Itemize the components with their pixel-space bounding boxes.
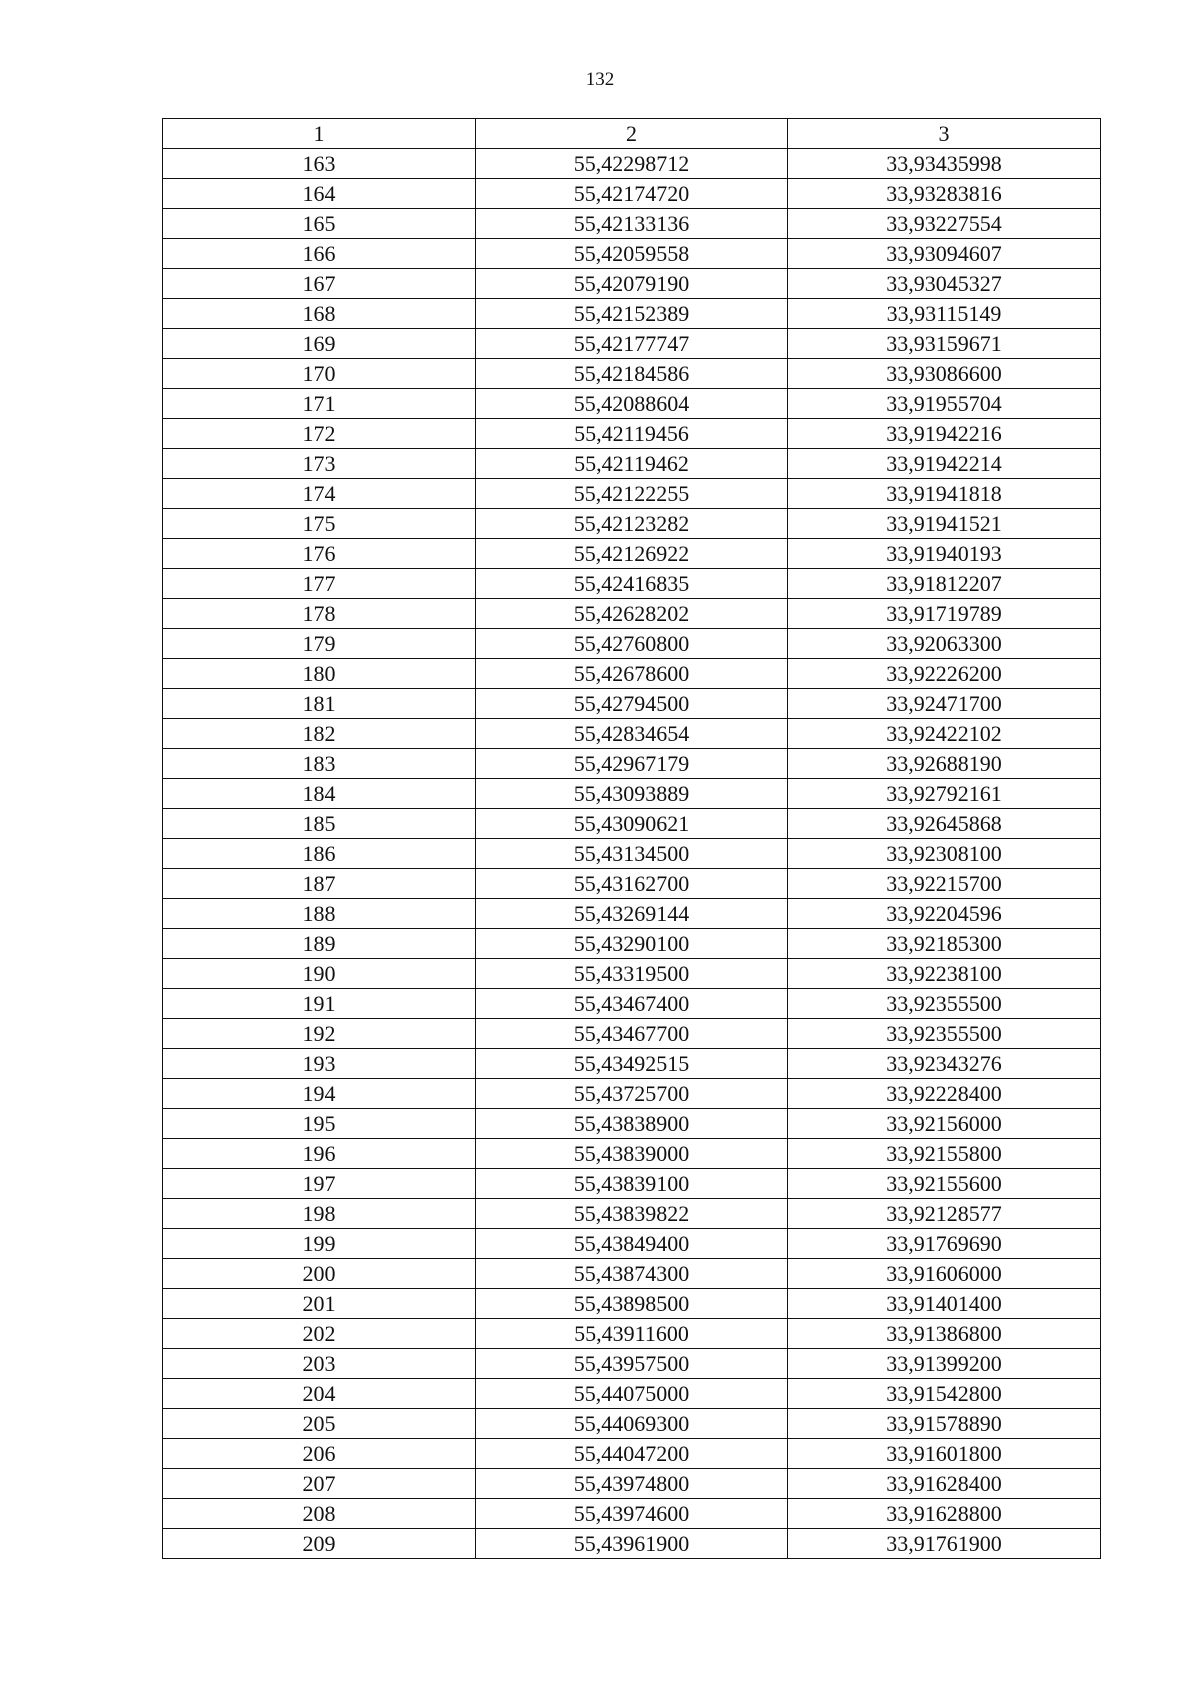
table-row xyxy=(163,899,1101,929)
coordinate-x-cell: 55,43839000 xyxy=(476,1139,788,1169)
header-row xyxy=(163,119,1101,149)
coordinate-y-cell: 33,92355500 xyxy=(788,1019,1101,1049)
coordinate-x-cell: 55,42119462 xyxy=(476,449,788,479)
coordinate-y-cell: 33,92226200 xyxy=(788,659,1101,689)
point-number-cell: 192 xyxy=(163,1019,476,1049)
coordinate-y-cell: 33,93115149 xyxy=(788,299,1101,329)
coordinate-y-cell: 33,91719789 xyxy=(788,599,1101,629)
coordinate-y-cell: 33,91769690 xyxy=(788,1229,1101,1259)
point-number-cell: 163 xyxy=(163,149,476,179)
table-row xyxy=(163,749,1101,779)
coordinate-y-cell: 33,91955704 xyxy=(788,389,1101,419)
table-row xyxy=(163,809,1101,839)
coordinate-x-cell: 55,43090621 xyxy=(476,809,788,839)
coordinate-y-cell: 33,91542800 xyxy=(788,1379,1101,1409)
point-number-cell: 194 xyxy=(163,1079,476,1109)
table-row xyxy=(163,1319,1101,1349)
point-number-cell: 206 xyxy=(163,1439,476,1469)
point-number-cell: 199 xyxy=(163,1229,476,1259)
coordinates-table xyxy=(162,118,1101,1559)
coordinate-x-cell: 55,42122255 xyxy=(476,479,788,509)
table-row xyxy=(163,1349,1101,1379)
coordinate-x-cell: 55,42834654 xyxy=(476,719,788,749)
table-row xyxy=(163,1469,1101,1499)
point-number-cell: 164 xyxy=(163,179,476,209)
point-number-cell: 188 xyxy=(163,899,476,929)
coordinate-y-cell: 33,92156000 xyxy=(788,1109,1101,1139)
point-number-cell: 202 xyxy=(163,1319,476,1349)
coordinate-y-cell: 33,91628800 xyxy=(788,1499,1101,1529)
point-number-cell: 187 xyxy=(163,869,476,899)
coordinate-y-cell: 33,93159671 xyxy=(788,329,1101,359)
point-number-cell: 205 xyxy=(163,1409,476,1439)
coordinate-y-cell: 33,91942214 xyxy=(788,449,1101,479)
coordinate-x-cell: 55,42123282 xyxy=(476,509,788,539)
point-number-cell: 204 xyxy=(163,1379,476,1409)
table-row xyxy=(163,689,1101,719)
coordinate-x-cell: 55,42152389 xyxy=(476,299,788,329)
coordinate-y-cell: 33,92185300 xyxy=(788,929,1101,959)
coordinate-x-cell: 55,43162700 xyxy=(476,869,788,899)
point-number-cell: 170 xyxy=(163,359,476,389)
point-number-cell: 193 xyxy=(163,1049,476,1079)
coordinate-x-cell: 55,43134500 xyxy=(476,839,788,869)
point-number-cell: 189 xyxy=(163,929,476,959)
coordinate-x-cell: 55,43898500 xyxy=(476,1289,788,1319)
coordinate-y-cell: 33,92228400 xyxy=(788,1079,1101,1109)
point-number-cell: 183 xyxy=(163,749,476,779)
table-row xyxy=(163,659,1101,689)
point-number-cell: 203 xyxy=(163,1349,476,1379)
coordinate-y-cell: 33,91628400 xyxy=(788,1469,1101,1499)
coordinate-x-cell: 55,42119456 xyxy=(476,419,788,449)
table-row xyxy=(163,989,1101,1019)
coordinate-x-cell: 55,43467700 xyxy=(476,1019,788,1049)
table-row xyxy=(163,839,1101,869)
point-number-cell: 196 xyxy=(163,1139,476,1169)
point-number-cell: 169 xyxy=(163,329,476,359)
coordinate-x-cell: 55,43911600 xyxy=(476,1319,788,1349)
point-number-cell: 181 xyxy=(163,689,476,719)
coordinate-x-cell: 55,42628202 xyxy=(476,599,788,629)
coordinate-x-cell: 55,43492515 xyxy=(476,1049,788,1079)
coordinate-y-cell: 33,92355500 xyxy=(788,989,1101,1019)
table-row xyxy=(163,1529,1101,1559)
point-number-cell: 186 xyxy=(163,839,476,869)
coordinate-y-cell: 33,91606000 xyxy=(788,1259,1101,1289)
table-row xyxy=(163,539,1101,569)
table-row xyxy=(163,1169,1101,1199)
coordinate-x-cell: 55,43839100 xyxy=(476,1169,788,1199)
table-row xyxy=(163,719,1101,749)
table-row xyxy=(163,209,1101,239)
coordinate-y-cell: 33,93045327 xyxy=(788,269,1101,299)
point-number-cell: 184 xyxy=(163,779,476,809)
coordinate-x-cell: 55,43319500 xyxy=(476,959,788,989)
coordinate-y-cell: 33,93435998 xyxy=(788,149,1101,179)
coordinate-x-cell: 55,43467400 xyxy=(476,989,788,1019)
coordinate-x-cell: 55,43290100 xyxy=(476,929,788,959)
point-number-cell: 207 xyxy=(163,1469,476,1499)
table-row xyxy=(163,1499,1101,1529)
coordinate-x-cell: 55,42133136 xyxy=(476,209,788,239)
table-row xyxy=(163,929,1101,959)
point-number-cell: 180 xyxy=(163,659,476,689)
table-row xyxy=(163,1049,1101,1079)
page-number: 132 xyxy=(585,69,615,90)
coordinate-x-cell: 55,42174720 xyxy=(476,179,788,209)
table-row xyxy=(163,479,1101,509)
coordinate-x-cell: 55,44075000 xyxy=(476,1379,788,1409)
coordinate-y-cell: 33,91399200 xyxy=(788,1349,1101,1379)
coordinate-x-cell: 55,44069300 xyxy=(476,1409,788,1439)
table-row xyxy=(163,179,1101,209)
coordinate-y-cell: 33,91940193 xyxy=(788,539,1101,569)
point-number-cell: 195 xyxy=(163,1109,476,1139)
coordinate-x-cell: 55,42184586 xyxy=(476,359,788,389)
table-row xyxy=(163,1019,1101,1049)
column-header-1: 1 xyxy=(163,119,476,149)
table-row xyxy=(163,779,1101,809)
coordinate-y-cell: 33,91601800 xyxy=(788,1439,1101,1469)
point-number-cell: 209 xyxy=(163,1529,476,1559)
coordinate-y-cell: 33,92063300 xyxy=(788,629,1101,659)
coordinate-x-cell: 55,43839822 xyxy=(476,1199,788,1229)
point-number-cell: 176 xyxy=(163,539,476,569)
table-row xyxy=(163,1439,1101,1469)
coordinate-y-cell: 33,93086600 xyxy=(788,359,1101,389)
column-header-2: 2 xyxy=(476,119,788,149)
point-number-cell: 177 xyxy=(163,569,476,599)
coordinate-x-cell: 55,43725700 xyxy=(476,1079,788,1109)
table-row xyxy=(163,149,1101,179)
coordinate-y-cell: 33,92308100 xyxy=(788,839,1101,869)
coordinate-x-cell: 55,43961900 xyxy=(476,1529,788,1559)
coordinate-x-cell: 55,42298712 xyxy=(476,149,788,179)
table-row xyxy=(163,359,1101,389)
coordinate-x-cell: 55,42126922 xyxy=(476,539,788,569)
table-row xyxy=(163,1229,1101,1259)
coordinate-x-cell: 55,43974600 xyxy=(476,1499,788,1529)
point-number-cell: 171 xyxy=(163,389,476,419)
table-row xyxy=(163,1079,1101,1109)
point-number-cell: 190 xyxy=(163,959,476,989)
table-row xyxy=(163,389,1101,419)
coordinate-y-cell: 33,91578890 xyxy=(788,1409,1101,1439)
coordinate-x-cell: 55,42079190 xyxy=(476,269,788,299)
column-header-3: 3 xyxy=(788,119,1101,149)
coordinate-y-cell: 33,92155600 xyxy=(788,1169,1101,1199)
coordinate-y-cell: 33,92343276 xyxy=(788,1049,1101,1079)
table-row xyxy=(163,1409,1101,1439)
point-number-cell: 197 xyxy=(163,1169,476,1199)
point-number-cell: 165 xyxy=(163,209,476,239)
coordinate-y-cell: 33,92471700 xyxy=(788,689,1101,719)
coordinate-x-cell: 55,43838900 xyxy=(476,1109,788,1139)
table-row xyxy=(163,419,1101,449)
coordinate-y-cell: 33,92422102 xyxy=(788,719,1101,749)
coordinate-y-cell: 33,91761900 xyxy=(788,1529,1101,1559)
coordinate-y-cell: 33,91812207 xyxy=(788,569,1101,599)
point-number-cell: 173 xyxy=(163,449,476,479)
coordinate-y-cell: 33,92204596 xyxy=(788,899,1101,929)
coordinate-x-cell: 55,42760800 xyxy=(476,629,788,659)
table-row xyxy=(163,869,1101,899)
coordinate-x-cell: 55,42794500 xyxy=(476,689,788,719)
table-row xyxy=(163,1259,1101,1289)
coordinate-x-cell: 55,42059558 xyxy=(476,239,788,269)
coordinate-x-cell: 55,42967179 xyxy=(476,749,788,779)
table-row xyxy=(163,1289,1101,1319)
coordinate-y-cell: 33,93227554 xyxy=(788,209,1101,239)
coordinate-x-cell: 55,44047200 xyxy=(476,1439,788,1469)
coordinate-y-cell: 33,92238100 xyxy=(788,959,1101,989)
coordinate-y-cell: 33,92688190 xyxy=(788,749,1101,779)
coordinate-y-cell: 33,92645868 xyxy=(788,809,1101,839)
table-row xyxy=(163,449,1101,479)
table-row xyxy=(163,239,1101,269)
table-row xyxy=(163,1379,1101,1409)
table-row xyxy=(163,959,1101,989)
coordinate-x-cell: 55,43849400 xyxy=(476,1229,788,1259)
point-number-cell: 166 xyxy=(163,239,476,269)
coordinate-x-cell: 55,42088604 xyxy=(476,389,788,419)
table-row xyxy=(163,509,1101,539)
coordinate-y-cell: 33,92792161 xyxy=(788,779,1101,809)
table-row xyxy=(163,569,1101,599)
table-header xyxy=(163,119,1101,149)
coordinate-x-cell: 55,43874300 xyxy=(476,1259,788,1289)
coordinate-y-cell: 33,92215700 xyxy=(788,869,1101,899)
point-number-cell: 172 xyxy=(163,419,476,449)
coordinate-y-cell: 33,93283816 xyxy=(788,179,1101,209)
coordinate-x-cell: 55,42177747 xyxy=(476,329,788,359)
point-number-cell: 191 xyxy=(163,989,476,1019)
coordinate-x-cell: 55,42416835 xyxy=(476,569,788,599)
table-row xyxy=(163,329,1101,359)
coordinate-x-cell: 55,43269144 xyxy=(476,899,788,929)
point-number-cell: 182 xyxy=(163,719,476,749)
coordinate-y-cell: 33,92128577 xyxy=(788,1199,1101,1229)
coordinate-x-cell: 55,43974800 xyxy=(476,1469,788,1499)
coordinate-y-cell: 33,91941521 xyxy=(788,509,1101,539)
coordinate-y-cell: 33,91942216 xyxy=(788,419,1101,449)
table-row xyxy=(163,629,1101,659)
point-number-cell: 185 xyxy=(163,809,476,839)
coordinate-y-cell: 33,91401400 xyxy=(788,1289,1101,1319)
table-row xyxy=(163,1139,1101,1169)
table-row xyxy=(163,599,1101,629)
coordinate-y-cell: 33,91941818 xyxy=(788,479,1101,509)
point-number-cell: 178 xyxy=(163,599,476,629)
point-number-cell: 179 xyxy=(163,629,476,659)
point-number-cell: 201 xyxy=(163,1289,476,1319)
table-row xyxy=(163,299,1101,329)
table-row xyxy=(163,1109,1101,1139)
coordinate-x-cell: 55,43957500 xyxy=(476,1349,788,1379)
point-number-cell: 200 xyxy=(163,1259,476,1289)
coordinate-y-cell: 33,92155800 xyxy=(788,1139,1101,1169)
coordinate-y-cell: 33,91386800 xyxy=(788,1319,1101,1349)
point-number-cell: 198 xyxy=(163,1199,476,1229)
table-row xyxy=(163,1199,1101,1229)
point-number-cell: 168 xyxy=(163,299,476,329)
coordinate-x-cell: 55,42678600 xyxy=(476,659,788,689)
point-number-cell: 208 xyxy=(163,1499,476,1529)
point-number-cell: 175 xyxy=(163,509,476,539)
table-body xyxy=(163,149,1101,1559)
coordinate-x-cell: 55,43093889 xyxy=(476,779,788,809)
point-number-cell: 167 xyxy=(163,269,476,299)
coordinate-y-cell: 33,93094607 xyxy=(788,239,1101,269)
table-row xyxy=(163,269,1101,299)
point-number-cell: 174 xyxy=(163,479,476,509)
